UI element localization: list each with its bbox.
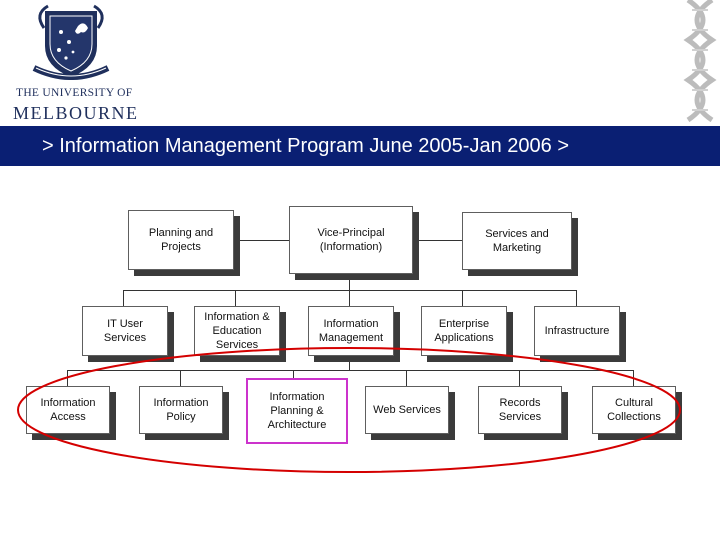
- org-box-unit: Information Access: [26, 386, 110, 434]
- banner-title: > Information Management Program June 2005-Jan 2006 >: [42, 135, 569, 157]
- org-box-unit: Cultural Collections: [592, 386, 676, 434]
- org-box-services-marketing: Services and Marketing: [462, 212, 572, 270]
- org-box-division: IT User Services: [82, 306, 168, 356]
- university-name-line1: THE UNIVERSITY OF: [16, 87, 133, 99]
- org-box-division: Enterprise Applications: [421, 306, 507, 356]
- org-box-unit: Records Services: [478, 386, 562, 434]
- org-box-planning-projects: Planning and Projects: [128, 210, 234, 270]
- org-box-division: Information Management: [308, 306, 394, 356]
- org-box-unit: Information Policy: [139, 386, 223, 434]
- org-box-vice-principal: Vice-Principal (Information): [289, 206, 413, 274]
- university-name-line2: MELBOURNE: [13, 103, 139, 123]
- org-box-division: Information & Education Services: [194, 306, 280, 356]
- org-box-division: Infrastructure: [534, 306, 620, 356]
- org-box-unit: Web Services: [365, 386, 449, 434]
- org-box-unit-highlighted: Information Planning & Architecture: [246, 378, 348, 444]
